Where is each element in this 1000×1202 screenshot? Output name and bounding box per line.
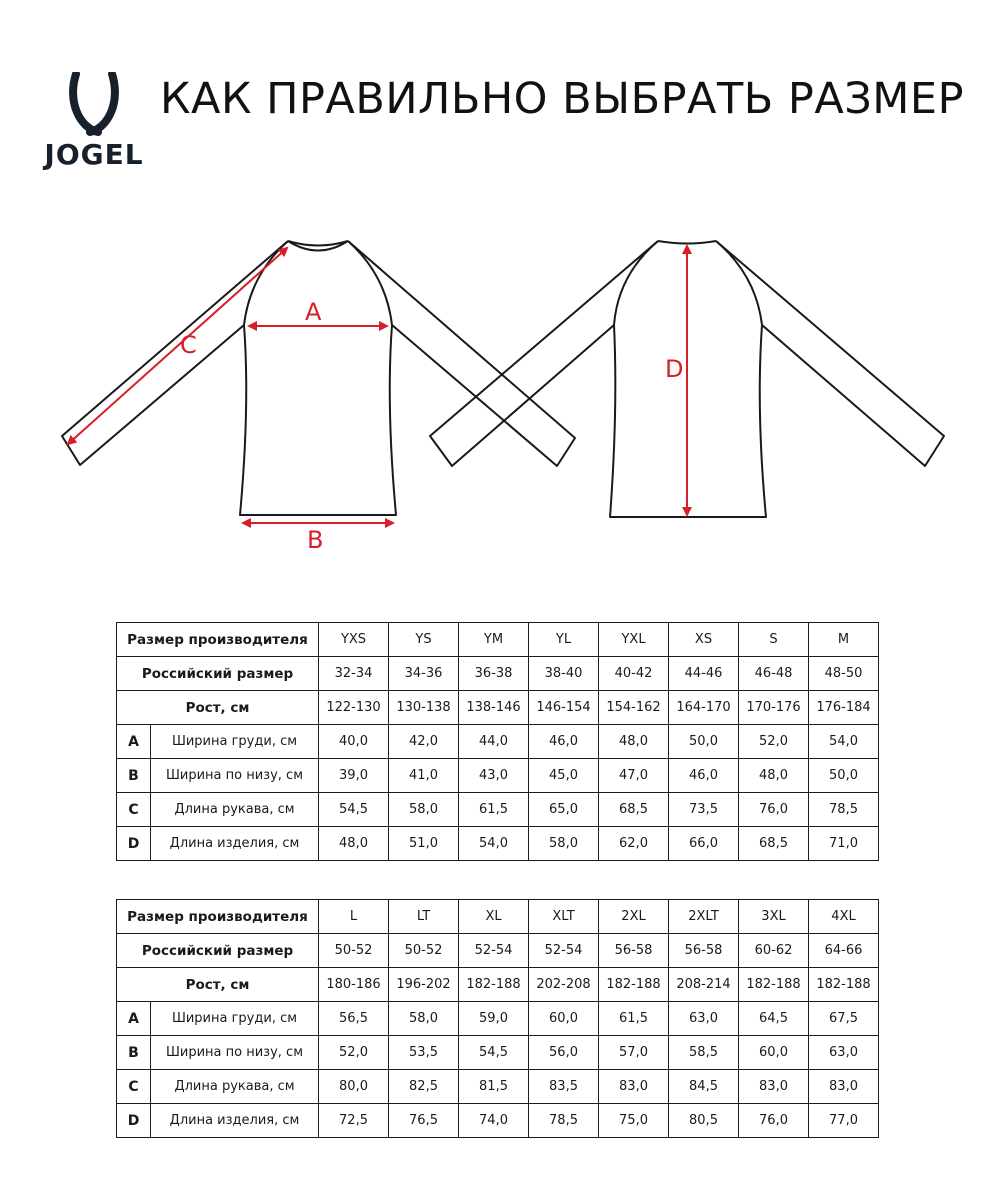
table-cell: 60,0 bbox=[739, 1036, 809, 1070]
table-row-length bbox=[117, 827, 879, 861]
table-cell: 182-188 bbox=[739, 968, 809, 1002]
table-cell: 51,0 bbox=[389, 827, 459, 861]
table-cell: 54,0 bbox=[459, 827, 529, 861]
table-cell: 180-186 bbox=[319, 968, 389, 1002]
param-label: Ширина по низу, см bbox=[151, 759, 319, 793]
table-cell: 54,5 bbox=[319, 793, 389, 827]
table-cell: 83,0 bbox=[809, 1070, 879, 1104]
table-cell: 46-48 bbox=[739, 657, 809, 691]
table-cell: 40-42 bbox=[599, 657, 669, 691]
table-cell: 83,0 bbox=[739, 1070, 809, 1104]
table-cell: 182-188 bbox=[809, 968, 879, 1002]
logo-wordmark: JOGEL bbox=[44, 138, 144, 171]
table-cell: 66,0 bbox=[669, 827, 739, 861]
table-row-height bbox=[117, 691, 879, 725]
table-cell: 36-38 bbox=[459, 657, 529, 691]
table-cell: 50-52 bbox=[319, 934, 389, 968]
table-cell: 74,0 bbox=[459, 1104, 529, 1138]
table-cell: 48,0 bbox=[319, 827, 389, 861]
table-row-length bbox=[117, 1104, 879, 1138]
table-cell: 68,5 bbox=[739, 827, 809, 861]
table-cell: 47,0 bbox=[599, 759, 669, 793]
table-cell: 64,5 bbox=[739, 1002, 809, 1036]
table-cell: 170-176 bbox=[739, 691, 809, 725]
table-cell: 164-170 bbox=[669, 691, 739, 725]
table-cell: 2XLT bbox=[669, 900, 739, 934]
table-row-sleeve bbox=[117, 1070, 879, 1104]
table-cell: 202-208 bbox=[529, 968, 599, 1002]
table-cell: 58,5 bbox=[669, 1036, 739, 1070]
table-cell: 48,0 bbox=[599, 725, 669, 759]
param-letter: B bbox=[117, 759, 151, 793]
param-letter: D bbox=[117, 1104, 151, 1138]
table-cell: 50,0 bbox=[809, 759, 879, 793]
table-cell: 2XL bbox=[599, 900, 669, 934]
table-row-russian-size bbox=[117, 934, 879, 968]
table-cell: 48-50 bbox=[809, 657, 879, 691]
param-letter: A bbox=[117, 1002, 151, 1036]
param-label: Ширина по низу, см bbox=[151, 1036, 319, 1070]
measure-label-c: C bbox=[180, 331, 197, 359]
table-cell: YXL bbox=[599, 623, 669, 657]
table-cell: 44,0 bbox=[459, 725, 529, 759]
table-cell: 64-66 bbox=[809, 934, 879, 968]
table-cell: YXS bbox=[319, 623, 389, 657]
table-row-sleeve bbox=[117, 793, 879, 827]
table-cell: 56,0 bbox=[529, 1036, 599, 1070]
table-row-hem bbox=[117, 759, 879, 793]
table-cell: 43,0 bbox=[459, 759, 529, 793]
table-cell: 78,5 bbox=[529, 1104, 599, 1138]
param-label: Длина изделия, см bbox=[151, 1104, 319, 1138]
table-cell: 83,0 bbox=[599, 1070, 669, 1104]
table-cell: 42,0 bbox=[389, 725, 459, 759]
table-cell: 68,5 bbox=[599, 793, 669, 827]
measure-label-a: A bbox=[305, 298, 322, 326]
table-cell: 63,0 bbox=[809, 1036, 879, 1070]
param-letter: C bbox=[117, 1070, 151, 1104]
table-cell: 72,5 bbox=[319, 1104, 389, 1138]
row-label: Российский размер bbox=[117, 657, 319, 691]
table-row-height bbox=[117, 968, 879, 1002]
table-cell: 81,5 bbox=[459, 1070, 529, 1104]
table-cell: 63,0 bbox=[669, 1002, 739, 1036]
row-label: Рост, см bbox=[117, 968, 319, 1002]
table-cell: 56-58 bbox=[669, 934, 739, 968]
table-cell: 154-162 bbox=[599, 691, 669, 725]
table-cell: 75,0 bbox=[599, 1104, 669, 1138]
table-cell: 83,5 bbox=[529, 1070, 599, 1104]
table-cell: 50-52 bbox=[389, 934, 459, 968]
table-cell: 52-54 bbox=[529, 934, 599, 968]
table-cell: 58,0 bbox=[389, 1002, 459, 1036]
table-cell: 62,0 bbox=[599, 827, 669, 861]
table-cell: 46,0 bbox=[669, 759, 739, 793]
table-cell: 78,5 bbox=[809, 793, 879, 827]
table-cell: 182-188 bbox=[599, 968, 669, 1002]
row-label: Рост, см bbox=[117, 691, 319, 725]
shirt-diagram bbox=[0, 220, 1000, 560]
table-row-hem bbox=[117, 1036, 879, 1070]
table-cell: 48,0 bbox=[739, 759, 809, 793]
table-cell: 182-188 bbox=[459, 968, 529, 1002]
param-label: Ширина груди, см bbox=[151, 725, 319, 759]
table-cell: 57,0 bbox=[599, 1036, 669, 1070]
row-label: Российский размер bbox=[117, 934, 319, 968]
table-cell: 73,5 bbox=[669, 793, 739, 827]
size-table-2 bbox=[116, 899, 879, 1138]
table-cell: 61,5 bbox=[599, 1002, 669, 1036]
param-letter: D bbox=[117, 827, 151, 861]
table-row-manufacturer-size bbox=[117, 623, 879, 657]
table-cell: 71,0 bbox=[809, 827, 879, 861]
table-cell: 34-36 bbox=[389, 657, 459, 691]
table-cell: 44-46 bbox=[669, 657, 739, 691]
table-cell: 38-40 bbox=[529, 657, 599, 691]
table-cell: 82,5 bbox=[389, 1070, 459, 1104]
table-cell: 4XL bbox=[809, 900, 879, 934]
table-cell: YS bbox=[389, 623, 459, 657]
table-cell: 122-130 bbox=[319, 691, 389, 725]
page-title: КАК ПРАВИЛЬНО ВЫБРАТЬ РАЗМЕР bbox=[160, 74, 964, 124]
table-cell: 60-62 bbox=[739, 934, 809, 968]
measure-label-d: D bbox=[665, 355, 684, 383]
table-cell: 77,0 bbox=[809, 1104, 879, 1138]
measure-line-c bbox=[68, 248, 287, 444]
table-cell: XS bbox=[669, 623, 739, 657]
table-cell: 61,5 bbox=[459, 793, 529, 827]
table-cell: 59,0 bbox=[459, 1002, 529, 1036]
table-cell: 138-146 bbox=[459, 691, 529, 725]
table-cell: 40,0 bbox=[319, 725, 389, 759]
table-cell: 196-202 bbox=[389, 968, 459, 1002]
table-cell: 84,5 bbox=[669, 1070, 739, 1104]
table-cell: 80,5 bbox=[669, 1104, 739, 1138]
table-cell: 54,5 bbox=[459, 1036, 529, 1070]
table-cell: 76,0 bbox=[739, 793, 809, 827]
jogel-emblem-icon bbox=[36, 72, 152, 136]
table-cell: 130-138 bbox=[389, 691, 459, 725]
param-letter: C bbox=[117, 793, 151, 827]
size-table-1 bbox=[116, 622, 879, 861]
table-cell: 50,0 bbox=[669, 725, 739, 759]
table-cell: YM bbox=[459, 623, 529, 657]
measure-label-b: B bbox=[307, 526, 324, 554]
table-cell: 32-34 bbox=[319, 657, 389, 691]
table-cell: 46,0 bbox=[529, 725, 599, 759]
table-cell: 56,5 bbox=[319, 1002, 389, 1036]
table-cell: 80,0 bbox=[319, 1070, 389, 1104]
param-label: Длина рукава, см bbox=[151, 793, 319, 827]
table-cell: 52-54 bbox=[459, 934, 529, 968]
table-cell: 65,0 bbox=[529, 793, 599, 827]
table-cell: 76,0 bbox=[739, 1104, 809, 1138]
table-cell: S bbox=[739, 623, 809, 657]
table-cell: 146-154 bbox=[529, 691, 599, 725]
table-cell: 58,0 bbox=[389, 793, 459, 827]
jogel-logo bbox=[36, 72, 152, 172]
param-label: Длина изделия, см bbox=[151, 827, 319, 861]
table-row-chest bbox=[117, 725, 879, 759]
table-cell: 39,0 bbox=[319, 759, 389, 793]
table-cell: 56-58 bbox=[599, 934, 669, 968]
table-row-russian-size bbox=[117, 657, 879, 691]
table-cell: YL bbox=[529, 623, 599, 657]
row-label: Размер производителя bbox=[117, 900, 319, 934]
param-label: Ширина груди, см bbox=[151, 1002, 319, 1036]
table-cell: 45,0 bbox=[529, 759, 599, 793]
param-letter: A bbox=[117, 725, 151, 759]
table-row-chest bbox=[117, 1002, 879, 1036]
table-cell: 52,0 bbox=[739, 725, 809, 759]
param-letter: B bbox=[117, 1036, 151, 1070]
param-label: Длина рукава, см bbox=[151, 1070, 319, 1104]
table-cell: 67,5 bbox=[809, 1002, 879, 1036]
table-cell: 208-214 bbox=[669, 968, 739, 1002]
table-cell: 54,0 bbox=[809, 725, 879, 759]
table-cell: 76,5 bbox=[389, 1104, 459, 1138]
table-cell: 60,0 bbox=[529, 1002, 599, 1036]
table-cell: XLT bbox=[529, 900, 599, 934]
table-cell: M bbox=[809, 623, 879, 657]
table-cell: L bbox=[319, 900, 389, 934]
table-cell: 58,0 bbox=[529, 827, 599, 861]
table-cell: XL bbox=[459, 900, 529, 934]
table-cell: 52,0 bbox=[319, 1036, 389, 1070]
table-cell: LT bbox=[389, 900, 459, 934]
table-row-manufacturer-size bbox=[117, 900, 879, 934]
table-cell: 41,0 bbox=[389, 759, 459, 793]
row-label: Размер производителя bbox=[117, 623, 319, 657]
table-cell: 3XL bbox=[739, 900, 809, 934]
table-cell: 53,5 bbox=[389, 1036, 459, 1070]
table-cell: 176-184 bbox=[809, 691, 879, 725]
